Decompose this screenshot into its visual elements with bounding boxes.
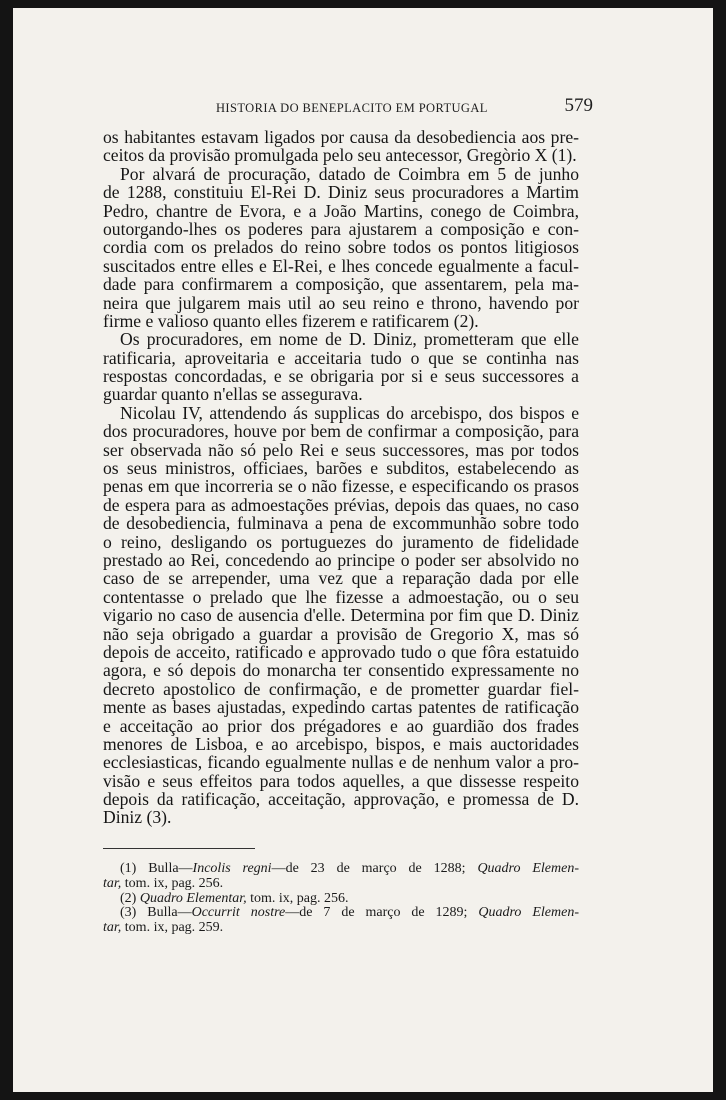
page-number: 579: [564, 95, 593, 116]
running-title: HISTORIA DO BENEPLACITO EM PORTUGAL: [216, 101, 488, 115]
text-line: não seja obrigado a guardar a provisão de Gregorio X, mas só: [103, 623, 579, 644]
text-line: agora, e só depois do monarcha ter consentido expressamente no: [103, 660, 579, 681]
text-line: dade para confirmarem a composição, que assentarem, pela ma-: [103, 274, 579, 295]
footnote-text: tom. ix, pag. 256.: [121, 875, 224, 891]
footnote-1-continued: [103, 877, 579, 892]
footnote-source: Quadro Elemen-: [477, 861, 580, 876]
text-line: penas em que incorreria se o não fizesse, e especificando os prasos: [103, 476, 579, 497]
text-line: Diniz (3).: [103, 807, 172, 828]
footnote-text: (2): [120, 890, 140, 906]
text-line: firme e valioso quanto elles fizerem e ratificarem (2).: [103, 310, 479, 331]
text-line: caso de se arrepender, uma vez que a reparação dada por elle: [103, 568, 579, 589]
text-line: cordia com os prelados do reino sobre todos os pontos litigiosos: [103, 237, 579, 258]
text-line: ratificaria, aproveitaria e acceitaria tudo o que se continha nas: [103, 347, 579, 368]
footnote-text: tom. ix, pag. 259.: [121, 920, 224, 936]
text-line: de espera para as admoestações prévias, depois das quaes, no caso: [103, 494, 579, 515]
text-line: neira que julgarem mais util ao seu reino e throno, havendo por: [103, 292, 579, 313]
text-line: ceitos da provisão promulgada pelo seu antecessor, Gregòrio X (1).: [103, 145, 577, 166]
text-line: outorgando-lhes os poderes para ajustarem a composição e con-: [103, 218, 579, 239]
footnote-source: tar,: [103, 875, 122, 891]
text-line: ecclesiasticas, ficando egualmente nullas e de nenhum valor a pro-: [103, 752, 579, 773]
text-line: Por alvará de procuração, datado de Coimbra em 5 de junho: [120, 163, 579, 184]
footnote-divider: [103, 848, 255, 849]
text-line: Pedro, chantre de Evora, e a João Martins, conego de Coimbra,: [103, 200, 579, 221]
text-line: contentasse o prelado que lhe fizesse a admoestação, ou o seu: [103, 586, 579, 607]
footnote-source: tar,: [103, 920, 122, 936]
text-line: o reino, desligando os portuguezes do juramento de fidelidade: [103, 531, 579, 552]
footnote-title: Occurrit nostre: [191, 905, 286, 921]
footnote-text: tom. ix, pag. 256.: [246, 890, 349, 906]
footnote-text: —de 7 de março de 1289;: [285, 905, 479, 921]
text-line: visão e seus effeitos para todos aquelles, a que dissesse respeito: [103, 770, 579, 791]
page-header: [116, 95, 596, 119]
text-line: de 1288, constituiu El-Rei D. Diniz seus procuradores a Martim: [103, 182, 579, 203]
text-line: prestado ao Rei, concedendo ao principe o poder ser absolvido no: [103, 549, 579, 570]
text-line: Os procuradores, em nome de D. Diniz, prometteram que elle: [120, 329, 579, 350]
footnotes: [103, 862, 579, 936]
text-line: depois da ratificação, acceitação, approvação, e promessa de D.: [103, 789, 579, 810]
body-text: [103, 128, 579, 827]
text-line: Nicolau IV, attendendo ás supplicas do arcebispo, dos bispos e: [120, 402, 579, 423]
footnote-source: Quadro Elementar,: [139, 890, 247, 906]
footnote-2: [103, 892, 579, 907]
text-line: e acceitação ao prior dos prégadores e ao guardião dos frades: [103, 715, 579, 736]
text-line: decreto apostolico de confirmação, e de prometter guardar fiel-: [103, 678, 579, 699]
text-line: guardar quanto n'ellas se assegurava.: [103, 384, 363, 405]
footnote-text: (3) Bulla—: [120, 905, 192, 921]
text-line: suscitados entre elles e El-Rei, e lhes concede egualmente a facul-: [103, 255, 579, 276]
footnote-3-continued: [103, 921, 579, 936]
footnote-text: (1) Bulla—: [120, 861, 193, 876]
text-line: respostas concordadas, e se obrigaria por si e seus successores a: [103, 366, 579, 387]
text-line: de desobediencia, fulminava a pena de excommunhão sobre todo: [103, 513, 579, 534]
text-line: os seus ministros, officiaes, barões e subditos, estabelecendo as: [103, 458, 579, 479]
footnote-source: Quadro Elemen-: [478, 905, 579, 921]
footnote-title: Incolis regni: [192, 861, 272, 876]
footnote-3: [103, 906, 579, 921]
text-line: depois de acceito, ratificado e approvado tudo o que fôra estatuido: [103, 641, 579, 662]
text-line: dos procuradores, houve por bem de confirmar a composição, para: [103, 421, 579, 442]
footnote-text: —de 23 de março de 1288;: [271, 861, 478, 876]
text-line: mente as bases ajustadas, expedindo cartas patentes de ratificação: [103, 697, 579, 718]
text-line: menores de Lisboa, e ao arcebispo, bispos, e mais auctoridades: [103, 733, 579, 754]
text-line: vigario no caso de ausencia d'elle. Determina por fim que D. Diniz: [103, 605, 579, 626]
text-line: ser observada não só pelo Rei e seus successores, mas por todos: [103, 439, 579, 460]
text-line: os habitantes estavam ligados por causa da desobediencia aos pre-: [103, 127, 579, 147]
footnote-1: [103, 862, 579, 877]
